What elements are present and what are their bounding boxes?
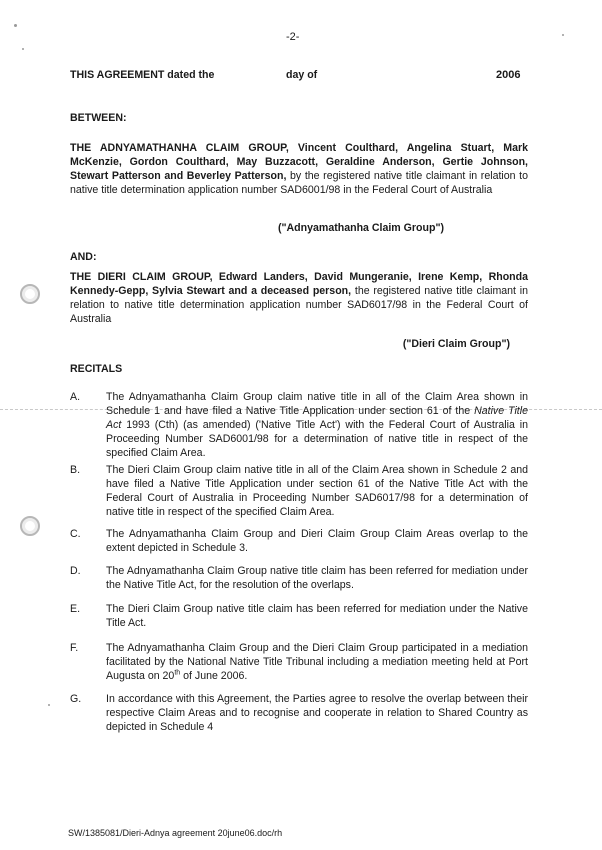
- agreement-dated-label: THIS AGREEMENT dated the: [70, 69, 215, 81]
- agreement-year: 2006: [496, 69, 521, 81]
- and-heading: AND:: [70, 251, 97, 263]
- punch-hole-top: [20, 284, 40, 304]
- recitals-heading: RECITALS: [70, 363, 123, 375]
- recital-letter-a: A.: [70, 391, 81, 403]
- party1-description: by the registered native title claimant in relation to native title determination application number SAD6001/98 in the Federal Court of Australia: [70, 170, 528, 196]
- party2-paragraph: [70, 270, 528, 326]
- party2-description: the registered native title claimant in relation to native title determination application number SAD6017/98 in the Federal Court of Australia: [70, 285, 529, 325]
- recital-text-a: The Adnyamathanha Claim Group claim native title in all of the Claim Area shown in Schedule 1 and have filed a Native Title Application under section 61 of the Native Title Act 1993 (Cth) (as amended) ('Native Title Act') with the Federal Court of Australia in Proceeding Number SAD6001/98 for a determination of native title in respect of the specified Claim Area.: [106, 391, 528, 459]
- party2-short-name: ("Dieri Claim Group"): [402, 338, 510, 350]
- recital-letter-b: B.: [70, 464, 81, 476]
- recital-text-b: The Dieri Claim Group claim native title in all of the Claim Area shown in Schedule 2 and have filed a Native Title Application under section 61 of the Native Title Act with the Federal Court of Australia in Proceeding Number SAD6017/98 for a determination of native title in respect of the specified Claim Area.: [106, 464, 528, 518]
- recital-text-d: The Adnyamathanha Claim Group native title claim has been referred for mediation under the Native Title Act, for the resolution of the overlaps.: [106, 565, 528, 591]
- scan-speck: [14, 24, 17, 27]
- page-number: -2-: [286, 31, 300, 43]
- recital-letter-f: F.: [70, 642, 79, 654]
- recital-letter-c: C.: [70, 528, 81, 540]
- recital-text-f: The Adnyamathanha Claim Group and the Dieri Claim Group participated in a mediation facilitated by the National Native Title Tribunal including a mediation meeting held at Port Augusta on 20th of June 2006.: [106, 642, 528, 682]
- recital-text-g: In accordance with this Agreement, the Parties agree to resolve the overlap between their respective Claim Areas and to recognise and cooperate in relation to Shared Country as depicted in Schedule 4: [106, 693, 528, 733]
- between-heading: BETWEEN:: [70, 112, 127, 124]
- day-of-label: day of: [286, 69, 318, 81]
- document-footer: SW/1385081/Dieri-Adnya agreement 20june06.doc/rh: [68, 828, 283, 838]
- recital-letter-d: D.: [70, 565, 81, 577]
- recital-text-e: The Dieri Claim Group native title claim has been referred for mediation under the Native Title Act.: [106, 603, 528, 629]
- recital-letter-e: E.: [70, 603, 81, 615]
- party1-short-name: ("Adnyamathanha Claim Group"): [277, 222, 444, 234]
- party2-names: THE DIERI CLAIM GROUP, Edward Landers, David Mungeranie, Irene Kemp, Rhonda Kennedy-Gepp, Sylvia Stewart and a deceased person,: [70, 271, 528, 297]
- act-title: Native Title Act: [106, 405, 528, 431]
- ordinal-suffix: th: [174, 669, 181, 677]
- recital-letter-g: G.: [70, 693, 82, 705]
- scan-speck: [562, 34, 564, 36]
- recital-text-c: The Adnyamathanha Claim Group and Dieri Claim Group Claim Areas overlap to the extent depicted in Schedule 3.: [106, 528, 528, 554]
- party1-names: THE ADNYAMATHANHA CLAIM GROUP, Vincent Coulthard, Angelina Stuart, Mark McKenzie, Gordon Coulthard, May Buzzacott, Geraldine Anderson, Gertie Johnson, Stewart Patterson and Beverley Patterson,: [70, 142, 528, 182]
- party1-paragraph: [70, 141, 528, 197]
- scan-speck: [48, 704, 50, 706]
- punch-hole-bottom: [20, 516, 40, 536]
- scan-speck: [22, 48, 24, 50]
